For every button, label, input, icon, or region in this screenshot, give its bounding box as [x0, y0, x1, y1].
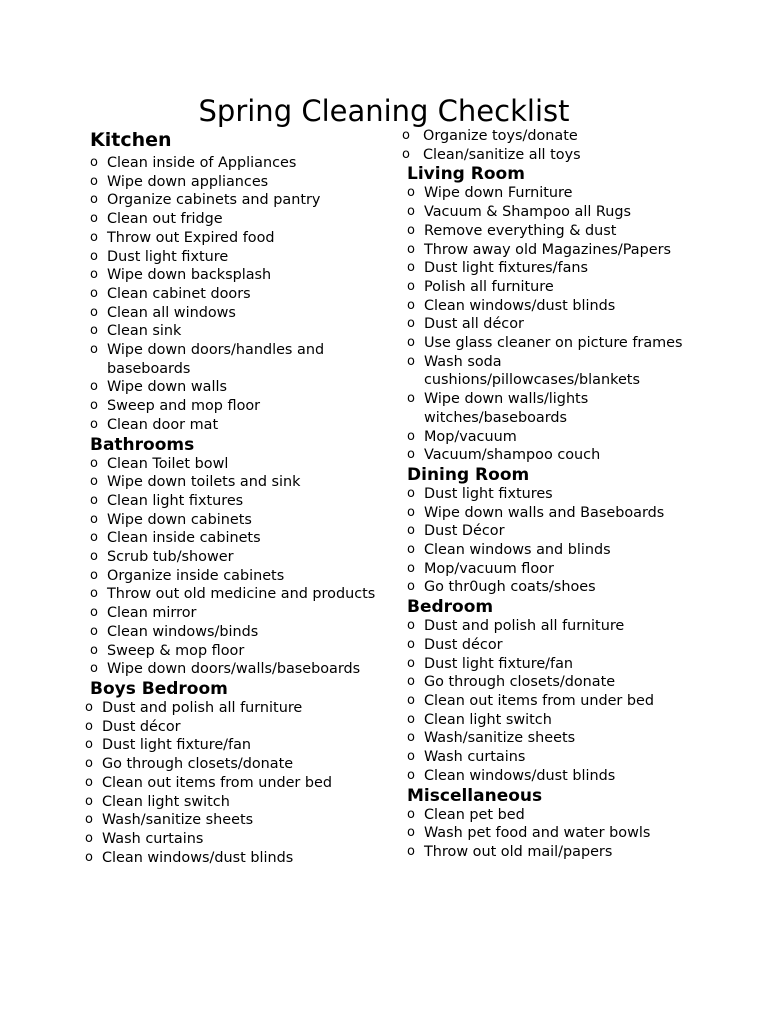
bullet-icon: o — [407, 222, 415, 238]
bullet-icon: o — [407, 711, 415, 727]
checklist-item-label: Wipe down doors/walls/baseboards — [107, 661, 361, 678]
checklist-item-label: Clean/sanitize all toys — [423, 146, 581, 163]
checklist-item — [407, 655, 702, 674]
checklist-item-label: Dust all décor — [424, 316, 524, 333]
checklist-item-label: Clean out fridge — [107, 211, 223, 228]
bullet-icon: o — [90, 173, 98, 189]
checklist-item — [90, 229, 380, 248]
bullet-icon: o — [407, 335, 415, 351]
bullet-icon: o — [407, 542, 415, 558]
checklist-item-label: Use glass cleaner on picture frames — [424, 335, 683, 352]
checklist-item — [90, 585, 380, 604]
checklist-item — [407, 806, 702, 825]
bullet-icon: o — [407, 636, 415, 652]
section-heading-kitchen: Kitchen — [90, 129, 172, 151]
checklist-items — [407, 806, 702, 862]
checklist-item-label: Clean all windows — [107, 304, 236, 321]
bullet-icon: o — [90, 455, 98, 471]
bullet-icon: o — [407, 730, 415, 746]
checklist-item — [407, 203, 702, 222]
bullet-icon: o — [407, 674, 415, 690]
checklist-items — [407, 485, 702, 597]
section-heading-boys-bedroom: Boys Bedroom — [90, 678, 228, 699]
checklist-item — [85, 718, 380, 737]
checklist-item — [90, 623, 380, 642]
checklist-item — [407, 767, 702, 786]
section-heading-miscellaneous: Miscellaneous — [407, 785, 543, 806]
checklist-item-label: Wash curtains — [424, 749, 526, 766]
bullet-icon: o — [90, 586, 98, 602]
bullet-icon: o — [90, 192, 98, 208]
bullet-icon: o — [407, 692, 415, 708]
checklist-item-label: Scrub tub/shower — [107, 549, 234, 566]
bullet-icon: o — [90, 549, 98, 565]
checklist-item-label: Throw out old mail/papers — [424, 843, 613, 860]
checklist-item — [85, 830, 380, 849]
checklist-item-label: Wipe down walls — [107, 379, 227, 396]
bullet-icon: o — [407, 655, 415, 671]
checklist-item — [85, 811, 380, 830]
checklist-item-label: Wipe down toilets and sink — [107, 474, 301, 491]
bullet-icon: o — [90, 155, 98, 170]
checklist-item-label: Clean light switch — [102, 793, 230, 810]
section-living-room — [407, 164, 702, 465]
checklist-item-label: Dust light fixtures — [424, 485, 553, 502]
checklist-item — [85, 699, 380, 718]
bullet-icon: o — [407, 504, 415, 520]
checklist-item — [407, 560, 702, 579]
checklist-item-label: Dust décor — [102, 718, 181, 735]
checklist-item-label: Dust and polish all furniture — [102, 699, 303, 716]
checklist-items — [90, 154, 380, 435]
bullet-icon: o — [407, 749, 415, 765]
section-miscellaneous — [407, 786, 702, 862]
section-dining-room — [407, 465, 702, 597]
checklist-item-label: Wipe down walls/lights witches/baseboards — [424, 391, 589, 426]
bullet-icon: o — [90, 398, 98, 414]
bullet-icon: o — [402, 128, 410, 143]
bullet-icon: o — [90, 474, 98, 490]
checklist-item-label: Dust light fixtures/fans — [424, 260, 589, 277]
checklist-item-label: Clean out items from under bed — [424, 692, 655, 709]
checklist-item-label: Sweep & mop floor — [107, 642, 245, 659]
checklist-item-label: Clean out items from under bed — [102, 774, 333, 791]
bullet-icon: o — [407, 391, 415, 407]
bullet-icon: o — [407, 825, 415, 841]
checklist-item — [90, 567, 380, 586]
checklist-item — [407, 390, 702, 427]
section-heading-bedroom: Bedroom — [407, 597, 494, 618]
checklist-item-label: Mop/vacuum — [424, 428, 517, 445]
bullet-icon: o — [407, 185, 415, 201]
checklist-item — [407, 578, 702, 597]
checklist-item — [90, 604, 380, 623]
checklist-items — [402, 127, 702, 164]
bullet-icon: o — [407, 485, 415, 501]
checklist-item — [407, 222, 702, 241]
checklist-item — [90, 511, 380, 530]
checklist-item-label: Dust and polish all furniture — [424, 618, 625, 635]
checklist-item-label: Dust Décor — [424, 523, 505, 540]
checklist-item — [407, 541, 702, 560]
checklist-item — [90, 248, 380, 267]
checklist-item-label: Clean mirror — [107, 605, 197, 622]
page-title: Spring Cleaning Checklist — [198, 94, 570, 128]
checklist-item — [90, 492, 380, 511]
checklist-item — [90, 660, 380, 679]
checklist-item — [85, 736, 380, 755]
checklist-item-label: Throw away old Magazines/Papers — [424, 241, 671, 258]
checklist-item-label: Organize cabinets and pantry — [107, 192, 321, 209]
bullet-icon: o — [85, 756, 93, 772]
checklist-item — [407, 692, 702, 711]
checklist-item — [85, 849, 380, 868]
bullet-icon: o — [85, 812, 93, 828]
checklist-item-label: Clean windows/dust blinds — [424, 767, 616, 784]
checklist-item-label: Clean windows and blinds — [424, 542, 611, 559]
bullet-icon: o — [85, 737, 93, 753]
checklist-item-label: Organize toys/donate — [423, 128, 578, 144]
bullet-icon: o — [407, 297, 415, 313]
checklist-item-label: Vacuum/shampoo couch — [424, 447, 601, 464]
bullet-icon: o — [407, 260, 415, 276]
checklist-item — [407, 522, 702, 541]
section-kitchen — [90, 127, 380, 435]
checklist-item — [407, 297, 702, 316]
section-bedroom — [407, 597, 702, 785]
bullet-icon: o — [90, 623, 98, 639]
checklist-item-label: Dust light fixture — [107, 248, 229, 265]
checklist-item — [85, 774, 380, 793]
left-column — [85, 127, 380, 867]
checklist-item — [90, 473, 380, 492]
checklist-item-label: Wash curtains — [102, 830, 204, 847]
bullet-icon: o — [407, 806, 415, 822]
checklist-item — [90, 304, 380, 323]
section-heading-bathrooms: Bathrooms — [90, 434, 195, 455]
checklist-item-label: Clean windows/dust blinds — [102, 849, 294, 866]
checklist-item-label: Clean sink — [107, 323, 182, 340]
checklist-item-label: Wipe down Furniture — [424, 185, 573, 202]
checklist-item-label: Wipe down appliances — [107, 173, 269, 190]
checklist-item-label: Throw out Expired food — [107, 229, 275, 246]
checklist-item-label: Go through closets/donate — [102, 756, 294, 773]
checklist-item-label: Sweep and mop floor — [107, 398, 261, 415]
bullet-icon: o — [407, 316, 415, 332]
checklist-item — [407, 748, 702, 767]
checklist-item — [407, 504, 702, 523]
checklist-item-label: Clean cabinet doors — [107, 285, 251, 302]
bullet-icon: o — [407, 204, 415, 220]
checklist-item — [407, 673, 702, 692]
bullet-icon: o — [407, 560, 415, 576]
bullet-icon: o — [90, 229, 98, 245]
section-boys-bedroom — [85, 679, 380, 867]
bullet-icon: o — [407, 843, 415, 859]
checklist-items — [407, 617, 702, 785]
checklist-item-label: Polish all furniture — [424, 278, 554, 295]
bullet-icon: o — [90, 642, 98, 658]
checklist-item — [407, 711, 702, 730]
section-heading-living-room: Living Room — [407, 164, 525, 185]
bullet-icon: o — [90, 605, 98, 621]
bullet-icon: o — [85, 774, 93, 790]
checklist-item — [90, 529, 380, 548]
right-column — [402, 127, 702, 862]
checklist-item — [90, 154, 380, 173]
bullet-icon: o — [402, 146, 410, 162]
bullet-icon: o — [407, 447, 415, 463]
checklist-item — [90, 397, 380, 416]
checklist-item — [85, 755, 380, 774]
checklist-item — [407, 315, 702, 334]
section-bathrooms — [90, 435, 380, 679]
checklist-item — [407, 636, 702, 655]
bullet-icon: o — [90, 248, 98, 264]
checklist-item — [90, 285, 380, 304]
checklist-item-label: Remove everything & dust — [424, 222, 617, 239]
checklist-item — [90, 416, 380, 435]
checklist-item — [407, 334, 702, 353]
bullet-icon: o — [407, 579, 415, 595]
checklist-item-label: Clean windows/binds — [107, 623, 259, 640]
bullet-icon: o — [407, 523, 415, 539]
checklist-item-label: Wipe down doors/handles and baseboards — [107, 342, 325, 377]
checklist-item — [90, 210, 380, 229]
checklist-item-label: Vacuum & Shampoo all Rugs — [424, 204, 631, 221]
checklist-item — [90, 548, 380, 567]
bullet-icon: o — [90, 416, 98, 432]
bullet-icon: o — [90, 492, 98, 508]
checklist-item — [90, 455, 380, 474]
checklist-item-label: Clean Toilet bowl — [107, 455, 229, 472]
bullet-icon: o — [85, 849, 93, 865]
checklist-item — [90, 173, 380, 192]
bullet-icon: o — [90, 567, 98, 583]
checklist-item-label: Wipe down backsplash — [107, 267, 272, 284]
bullet-icon: o — [90, 530, 98, 546]
checklist-item — [407, 446, 702, 465]
checklist-item — [407, 843, 702, 862]
section-heading-dining-room: Dining Room — [407, 464, 530, 485]
checklist-item-label: Organize inside cabinets — [107, 567, 285, 584]
checklist-item-label: Clean inside of Appliances — [107, 155, 297, 171]
bullet-icon: o — [90, 511, 98, 527]
section-continued-items — [402, 127, 702, 164]
checklist-item-label: Wash/sanitize sheets — [102, 812, 254, 829]
bullet-icon: o — [90, 267, 98, 283]
checklist-item-label: Go through closets/donate — [424, 674, 616, 691]
bullet-icon: o — [85, 699, 93, 715]
checklist-item — [402, 146, 702, 165]
checklist-item-label: Clean light switch — [424, 711, 552, 728]
checklist-item — [407, 824, 702, 843]
bullet-icon: o — [407, 428, 415, 444]
checklist-item-label: Clean light fixtures — [107, 492, 244, 509]
bullet-icon: o — [90, 304, 98, 320]
bullet-icon: o — [90, 211, 98, 227]
checklist-item — [407, 278, 702, 297]
checklist-item-label: Wash soda cushions/pillowcases/blankets — [424, 353, 640, 389]
checklist-item — [90, 378, 380, 397]
checklist-item — [90, 341, 380, 378]
bullet-icon: o — [85, 830, 93, 846]
bullet-icon: o — [407, 278, 415, 294]
checklist-items — [85, 699, 380, 867]
bullet-icon: o — [407, 353, 415, 369]
checklist-item — [407, 241, 702, 260]
checklist-item-label: Clean inside cabinets — [107, 530, 261, 547]
checklist-item — [90, 191, 380, 210]
bullet-icon: o — [85, 718, 93, 734]
checklist-item — [407, 184, 702, 203]
checklist-item — [407, 259, 702, 278]
checklist-item — [90, 266, 380, 285]
checklist-item — [85, 793, 380, 812]
checklist-items — [407, 184, 702, 465]
checklist-item-label: Dust light fixture/fan — [102, 737, 252, 754]
checklist-item — [407, 353, 702, 390]
checklist-item-label: Wash pet food and water bowls — [424, 825, 651, 842]
bullet-icon: o — [90, 342, 98, 358]
bullet-icon: o — [90, 323, 98, 339]
checklist-item-label: Wash/sanitize sheets — [424, 730, 576, 747]
checklist-item-label: Go thr0ugh coats/shoes — [424, 579, 596, 596]
checklist-item — [407, 428, 702, 447]
bullet-icon: o — [85, 793, 93, 809]
checklist-item — [90, 322, 380, 341]
bullet-icon: o — [407, 618, 415, 634]
bullet-icon: o — [90, 661, 98, 677]
checklist-item-label: Wipe down cabinets — [107, 511, 252, 528]
bullet-icon: o — [407, 241, 415, 257]
checklist-item — [90, 642, 380, 661]
bullet-icon: o — [90, 285, 98, 301]
checklist-item-label: Dust décor — [424, 636, 503, 653]
bullet-icon: o — [407, 767, 415, 783]
checklist-item-label: Dust light fixture/fan — [424, 655, 574, 672]
checklist-item-label: Clean door mat — [107, 416, 219, 433]
checklist-item-label: Wipe down walls and Baseboards — [424, 504, 665, 521]
checklist-item — [407, 617, 702, 636]
bullet-icon: o — [90, 379, 98, 395]
checklist-item-label: Clean windows/dust blinds — [424, 297, 616, 314]
checklist-items — [90, 455, 380, 679]
checklist-item-label: Mop/vacuum floor — [424, 560, 554, 577]
checklist-item-label: Throw out old medicine and products — [107, 586, 376, 603]
checklist-item — [402, 127, 702, 146]
checklist-item — [407, 729, 702, 748]
checklist-item — [407, 485, 702, 504]
checklist-item-label: Clean pet bed — [424, 806, 525, 823]
